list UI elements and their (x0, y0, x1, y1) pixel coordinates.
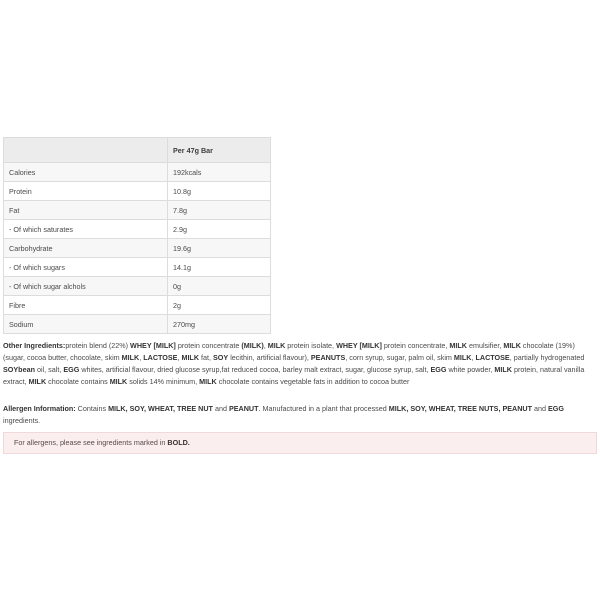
allergen-heading: Allergen Information: (3, 404, 76, 413)
text-segment: chocolate contains (46, 377, 110, 386)
nutrition-label: - Of which sugars (4, 258, 168, 277)
bold-allergen-text: MILK (121, 353, 140, 362)
bold-allergen-text: EGG (63, 365, 80, 374)
text-segment: fat, (199, 353, 214, 362)
nutrition-value: 2.9g (168, 220, 271, 239)
text-segment: white powder, (446, 365, 495, 374)
nutrition-row (4, 239, 271, 258)
nutrition-value: 19.6g (168, 239, 271, 258)
text-segment: protein concentrate (175, 341, 242, 350)
bold-allergen-text: SOY (213, 353, 229, 362)
bold-allergen-text: PEANUTS (310, 353, 346, 362)
bold-allergen-text: MILK (503, 341, 521, 350)
bold-allergen-text: MILK (494, 365, 512, 374)
text-segment: oil, salt, (34, 365, 64, 374)
nutrition-label: Fibre (4, 296, 168, 315)
text-segment: , (471, 353, 476, 362)
text-segment: chocolate (19%) (sugar, cocoa butter, chocolate, skim (3, 341, 575, 362)
bold-allergen-text: EGG (548, 404, 564, 413)
text-segment: protein blend (22%) (65, 341, 131, 350)
nutrition-value: 270mg (168, 315, 271, 334)
bold-allergen-text: SOYbean (3, 365, 35, 374)
ingredients-heading: Other Ingredients: (3, 341, 66, 350)
bold-allergen-text: EGG (430, 365, 447, 374)
nutrition-row (4, 163, 271, 182)
nutrition-row (4, 220, 271, 239)
bold-allergen-text: MILK, SOY, WHEAT, TREE NUTS, PEANUT (388, 404, 533, 413)
allergen-information (3, 403, 597, 427)
nutrition-body (4, 163, 271, 334)
text-segment: lecithin, artificial flavour), (228, 353, 311, 362)
bold-allergen-text: WHEY [MILK] (130, 341, 176, 350)
text-segment: , (263, 341, 268, 350)
nutrition-value: 192kcals (168, 163, 271, 182)
nutrition-value: 0g (168, 277, 271, 296)
nutrition-label: Sodium (4, 315, 168, 334)
text-segment: and (532, 404, 549, 413)
nutrition-row (4, 277, 271, 296)
text-segment: . Manufactured in a plant that processed (258, 404, 389, 413)
text-segment: emulsifier, (466, 341, 504, 350)
bold-allergen-text: MILK (267, 341, 286, 350)
bold-allergen-text: PEANUT (228, 404, 259, 413)
allergen-notice (3, 432, 597, 454)
bold-allergen-text: (MILK) (241, 341, 264, 350)
nutrition-header-row (4, 138, 271, 163)
nutrition-label: - Of which saturates (4, 220, 168, 239)
text-segment: protein concentrate, (381, 341, 450, 350)
text-segment: protein, natural vanilla extract, (3, 365, 585, 386)
text-segment: , (177, 353, 182, 362)
text-segment: Contains (75, 404, 109, 413)
text-segment: , (139, 353, 144, 362)
nutrition-label: Carbohydrate (4, 239, 168, 258)
nutrition-row (4, 258, 271, 277)
text-segment: protein isolate, (285, 341, 337, 350)
nutrition-label: Calories (4, 163, 168, 182)
text-segment: , partially hydrogenated (509, 353, 585, 362)
bold-allergen-text: MILK (449, 341, 467, 350)
bold-allergen-text: MILK (181, 353, 200, 362)
notice-text: For allergens, please see ingredients marked in (14, 438, 168, 447)
nutrition-value: 14.1g (168, 258, 271, 277)
nutrition-row (4, 315, 271, 334)
bold-allergen-text: MILK (453, 353, 472, 362)
text-segment: whites, artificial flavour, dried glucose syrup,fat reduced cocoa, barley malt extract, sugar, glucose syrup, salt, (79, 365, 431, 374)
text-segment: chocolate contains vegetable fats in addition to cocoa butter (216, 377, 410, 386)
bold-allergen-text: MILK (28, 377, 47, 386)
bold-allergen-text: MILK, SOY, WHEAT, TREE NUT (108, 404, 213, 413)
nutrition-table (3, 137, 271, 334)
nutrition-header-blank (4, 138, 168, 163)
bold-allergen-text: LACTOSE (475, 353, 510, 362)
nutrition-label: Protein (4, 182, 168, 201)
nutrition-row (4, 201, 271, 220)
bold-allergen-text: MILK (109, 377, 128, 386)
nutrition-label: Fat (4, 201, 168, 220)
text-segment: , corn syrup, sugar, palm oil, skim (345, 353, 454, 362)
nutrition-row (4, 296, 271, 315)
other-ingredients (3, 340, 597, 388)
nutrition-column-header: Per 47g Bar (168, 138, 271, 163)
nutrition-value: 7.8g (168, 201, 271, 220)
text-segment: and (212, 404, 229, 413)
bold-allergen-text: WHEY [MILK] (336, 341, 382, 350)
notice-bold: BOLD. (167, 438, 190, 447)
ingredients-text (3, 341, 584, 386)
nutrition-row (4, 182, 271, 201)
nutrition-label: - Of which sugar alchols (4, 277, 168, 296)
allergen-text (3, 404, 564, 425)
bold-allergen-text: LACTOSE (143, 353, 178, 362)
nutrition-value: 2g (168, 296, 271, 315)
text-segment: ingredients. (3, 416, 41, 425)
nutrition-value: 10.8g (168, 182, 271, 201)
text-segment: solids 14% minimum, (127, 377, 200, 386)
bold-allergen-text: MILK (199, 377, 217, 386)
